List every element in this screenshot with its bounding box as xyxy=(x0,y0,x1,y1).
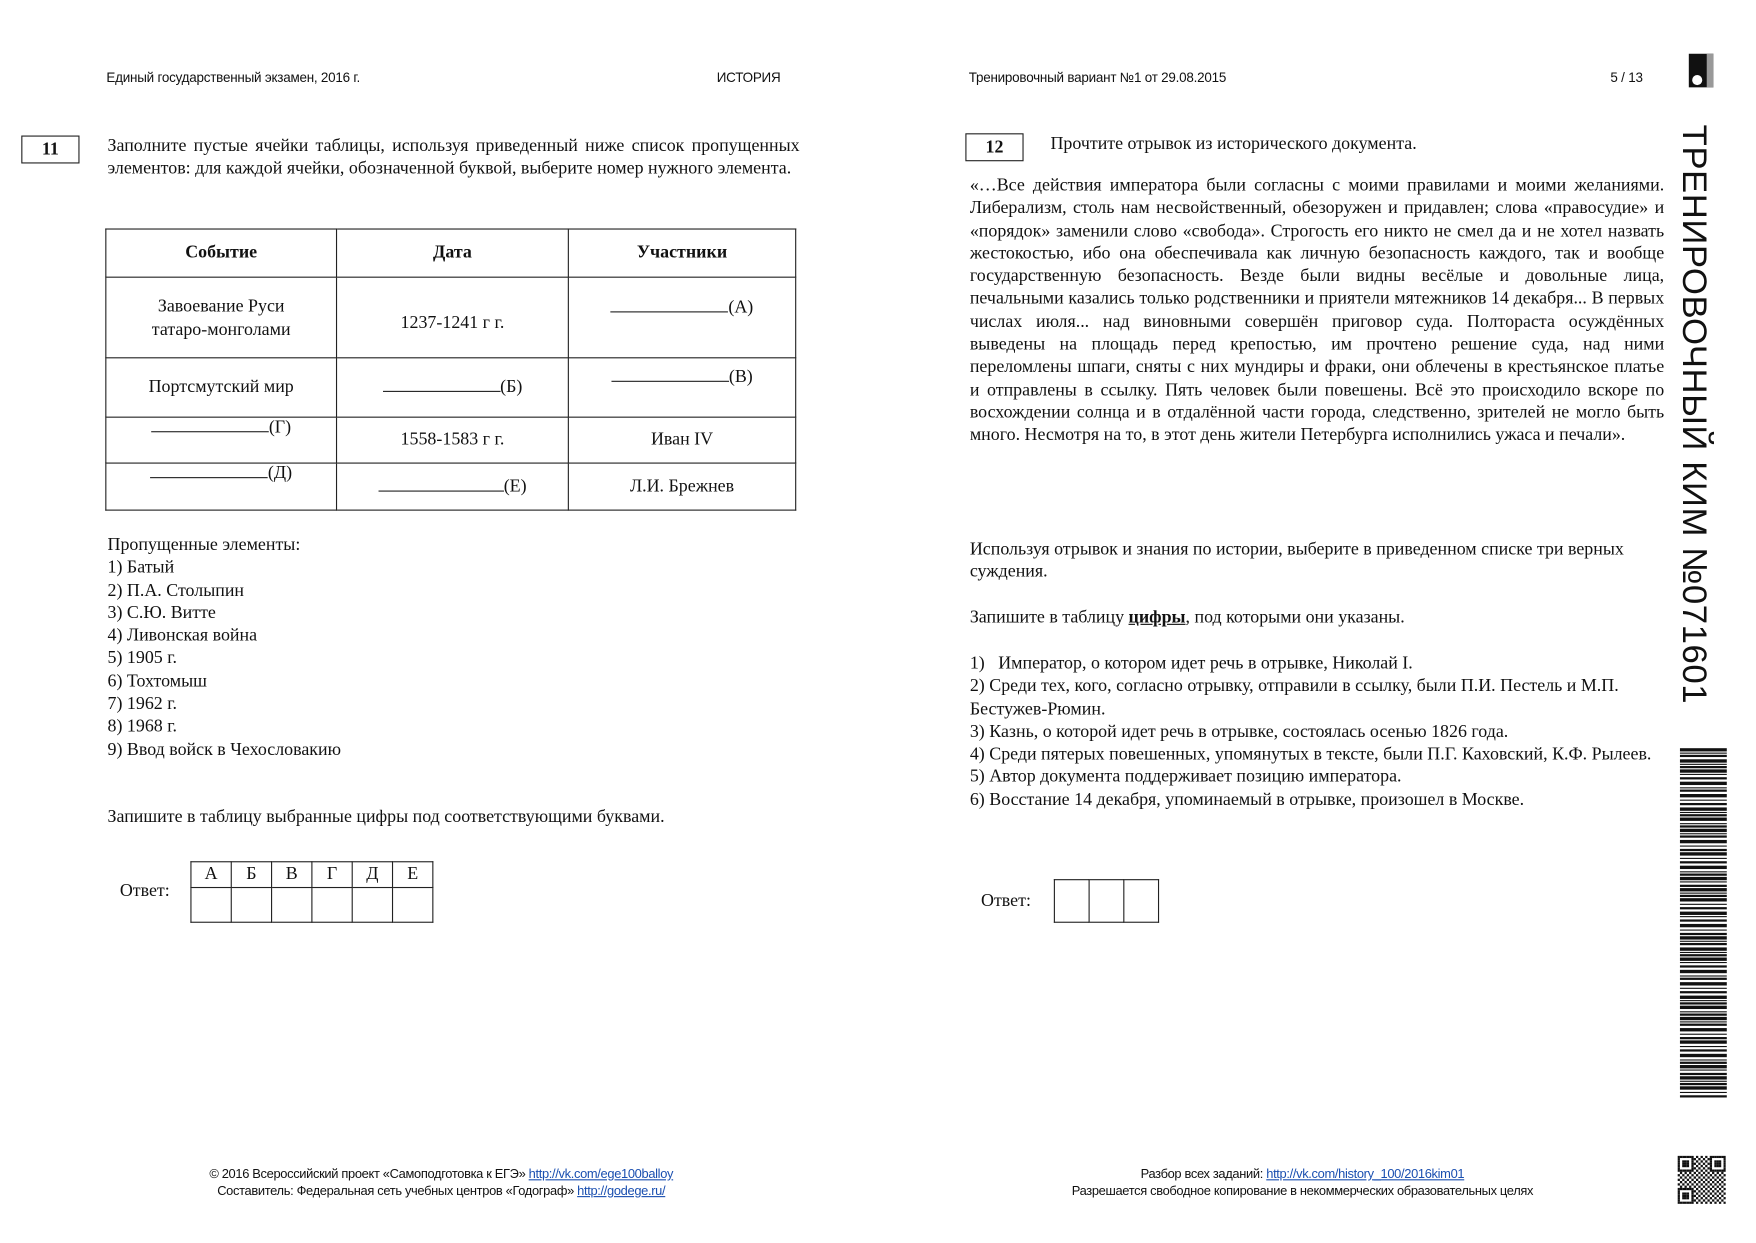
header-variant: Тренировочный вариант №1 от 29.08.2015 xyxy=(968,69,1227,86)
answer-cell[interactable] xyxy=(393,888,433,923)
task12-write-instruction: Запишите в таблицу цифры, под которыми они указаны. xyxy=(969,608,1405,628)
table-cell: Завоевание Руси татаро-монголами xyxy=(106,277,337,358)
option-item: 3) Казнь, о которой идет речь в отрывке, состоялась осенью 1826 года. xyxy=(969,722,1509,742)
table-row xyxy=(106,463,796,510)
answer-letter: Б xyxy=(231,862,271,888)
table-cell: Л.И. Брежнев xyxy=(568,463,795,510)
option-item: 6) Восстание 14 декабря, упоминаемый в отрывке, произошел в Москве. xyxy=(969,790,1525,810)
task11-instruction: Заполните пустые ячейки таблицы, используя приведенный ниже список пропущенных элементов: для каждой ячейки, обозначенной буквой, выберите номер нужного элемента. xyxy=(107,136,800,179)
missing-elements-list xyxy=(108,534,341,761)
emphasis-digits: цифры xyxy=(1128,608,1186,628)
vertical-kim-label: ТРЕНИРОВОЧНЫЙ КИМ №071601 xyxy=(1674,124,1715,705)
table-cell: Иван IV xyxy=(568,417,795,463)
table-cell: Портсмутский мир xyxy=(106,358,337,417)
footer-link-vk-ege100[interactable]: http://vk.com/ege100balloy xyxy=(528,1168,674,1182)
table-cell-blank-a[interactable]: (А) xyxy=(568,277,795,358)
document-passage: «…Все действия императора были согласны с моими правилами и моими желаниями. Либерализм, столь нам несвойственный, обезоружен и придавлен; слова «правосудие» и «порядок» заменили слово «свобода». Строгость его никто не смел да и не хотел назвать жестокостью, ибо она обеспечивала как личную безопасность каждого, так и вообще государственную безопасность. Везде были видны весёлые и довольные лица, печальными казались только родственники и приятели мятежников 14 декабря... В первых числах июля... над виновными совершён приговор суда. Полтораста осуждённых выведены на площадь перед крепостью, им прочтено решение суда, над ними переломлены шпаги, сняты с них мундиры и фраки, они облечены в крестьянское платье и отправлены в ссылку. Пять человек были повешены. Всё это происходило вскоре по восхождении солнца и в отдалённой части города, следственно, зрителей не могло быть много. Несмотря на то, в этот день жители Петербурга исполнились ужаса и печали». xyxy=(969,175,1665,445)
option-item: 5) Автор документа поддерживает позицию императора. xyxy=(969,767,1402,787)
task-number-11: 11 xyxy=(21,136,79,164)
column-header-date: Дата xyxy=(337,229,569,277)
list-item: 4) Ливонская война xyxy=(107,626,258,646)
list-item: 6) Тохтомыш xyxy=(107,671,207,691)
header-subject: ИСТОРИЯ xyxy=(716,69,781,86)
footer-link-godege[interactable]: http://godege.ru/ xyxy=(577,1184,666,1199)
table-cell-blank-v[interactable]: (В) xyxy=(568,358,795,417)
task11-write-instruction: Запишите в таблицу выбранные цифры под соответствующими буквами. xyxy=(107,807,665,827)
list-item: 5) 1905 г. xyxy=(107,648,178,669)
footer-left: © 2016 Всероссийский проект «Самоподготовка к ЕГЭ» http://vk.com/ege100balloy Составитель: Федеральная сеть учебных центров «Годограф» http://godege.ru/ xyxy=(209,1168,674,1199)
qr-code-icon xyxy=(1678,1156,1726,1204)
answer-cell[interactable] xyxy=(191,888,231,923)
option-item: 1) Император, о котором идет речь в отрывке, Николай I. xyxy=(969,654,1413,674)
header-exam-title: Единый государственный экзамен, 2016 г. xyxy=(106,69,360,86)
option-item: 2) Среди тех, кого, согласно отрывку, отправили в ссылку, были П.И. Пестель и М.П. Бестужев-Рюмин. xyxy=(969,676,1619,719)
answer-cell[interactable] xyxy=(1124,880,1159,923)
answer-letter: Г xyxy=(312,862,352,888)
table-cell-blank-g[interactable]: (Г) xyxy=(106,417,337,463)
table-row xyxy=(106,417,796,463)
list-item: 8) 1968 г. xyxy=(107,717,178,737)
table-cell-blank-d[interactable]: (Д) xyxy=(106,463,337,510)
answer-label: Ответ: xyxy=(981,891,1031,911)
answer-cell[interactable] xyxy=(272,888,312,923)
table-cell-blank-b[interactable]: (Б) xyxy=(337,358,569,417)
task11-answer-grid xyxy=(190,861,433,923)
list-item: 7) 1962 г. xyxy=(107,694,178,714)
answer-letter: В xyxy=(272,862,312,888)
task12-options xyxy=(970,653,1664,812)
column-header-event: Событие xyxy=(106,229,337,277)
table-row xyxy=(106,277,796,358)
list-item: 1) Батый xyxy=(107,558,175,578)
answer-letter: Д xyxy=(352,862,392,888)
missing-elements-title: Пропущенные элементы: xyxy=(107,535,301,555)
table-row xyxy=(106,358,796,417)
task-number-12: 12 xyxy=(965,133,1023,161)
table-cell-blank-e[interactable]: (Е) xyxy=(337,463,569,510)
answer-letter: Е xyxy=(393,862,433,888)
option-item: 4) Среди пятерых повешенных, упомянутых в тексте, были П.Г. Каховский, К.Ф. Рылеев. xyxy=(969,744,1652,764)
answer-cell[interactable] xyxy=(1089,880,1124,923)
footer-link-vk-history[interactable]: http://vk.com/history_100/2016kim01 xyxy=(1266,1168,1465,1182)
answer-letter: А xyxy=(191,862,231,888)
barcode-icon xyxy=(1680,748,1727,1100)
answer-cell[interactable] xyxy=(352,888,392,923)
table-cell: 1237-1241 г г. xyxy=(337,277,569,358)
column-header-participants: Участники xyxy=(568,229,795,277)
header-page-number: 5 / 13 xyxy=(1610,69,1643,86)
corner-mark-icon xyxy=(1689,54,1714,88)
list-item: 2) П.А. Столыпин xyxy=(107,580,245,600)
answer-cell[interactable] xyxy=(231,888,271,923)
task12-question: Используя отрывок и знания по истории, выберите в приведенном списке три верных суждения. xyxy=(969,539,1624,582)
answer-label: Ответ: xyxy=(119,881,170,901)
footer-right: Разбор всех заданий: http://vk.com/history_100/2016kim01 Разрешается свободное копирование в некоммерческих образовательных целях xyxy=(966,1167,1638,1201)
task12-instruction: Прочтите отрывок из исторического документа. xyxy=(1050,134,1417,154)
list-item: 3) С.Ю. Витте xyxy=(107,603,216,623)
task11-table xyxy=(105,228,796,510)
answer-cell[interactable] xyxy=(312,888,352,923)
task12-answer-grid xyxy=(1054,879,1159,923)
footer-copy-notice: Разрешается свободное копирование в некоммерческих образовательных целях xyxy=(1071,1184,1534,1199)
answer-cell[interactable] xyxy=(1054,880,1089,923)
table-cell: 1558-1583 г г. xyxy=(337,417,569,463)
list-item: 9) Ввод войск в Чехословакию xyxy=(107,739,341,759)
